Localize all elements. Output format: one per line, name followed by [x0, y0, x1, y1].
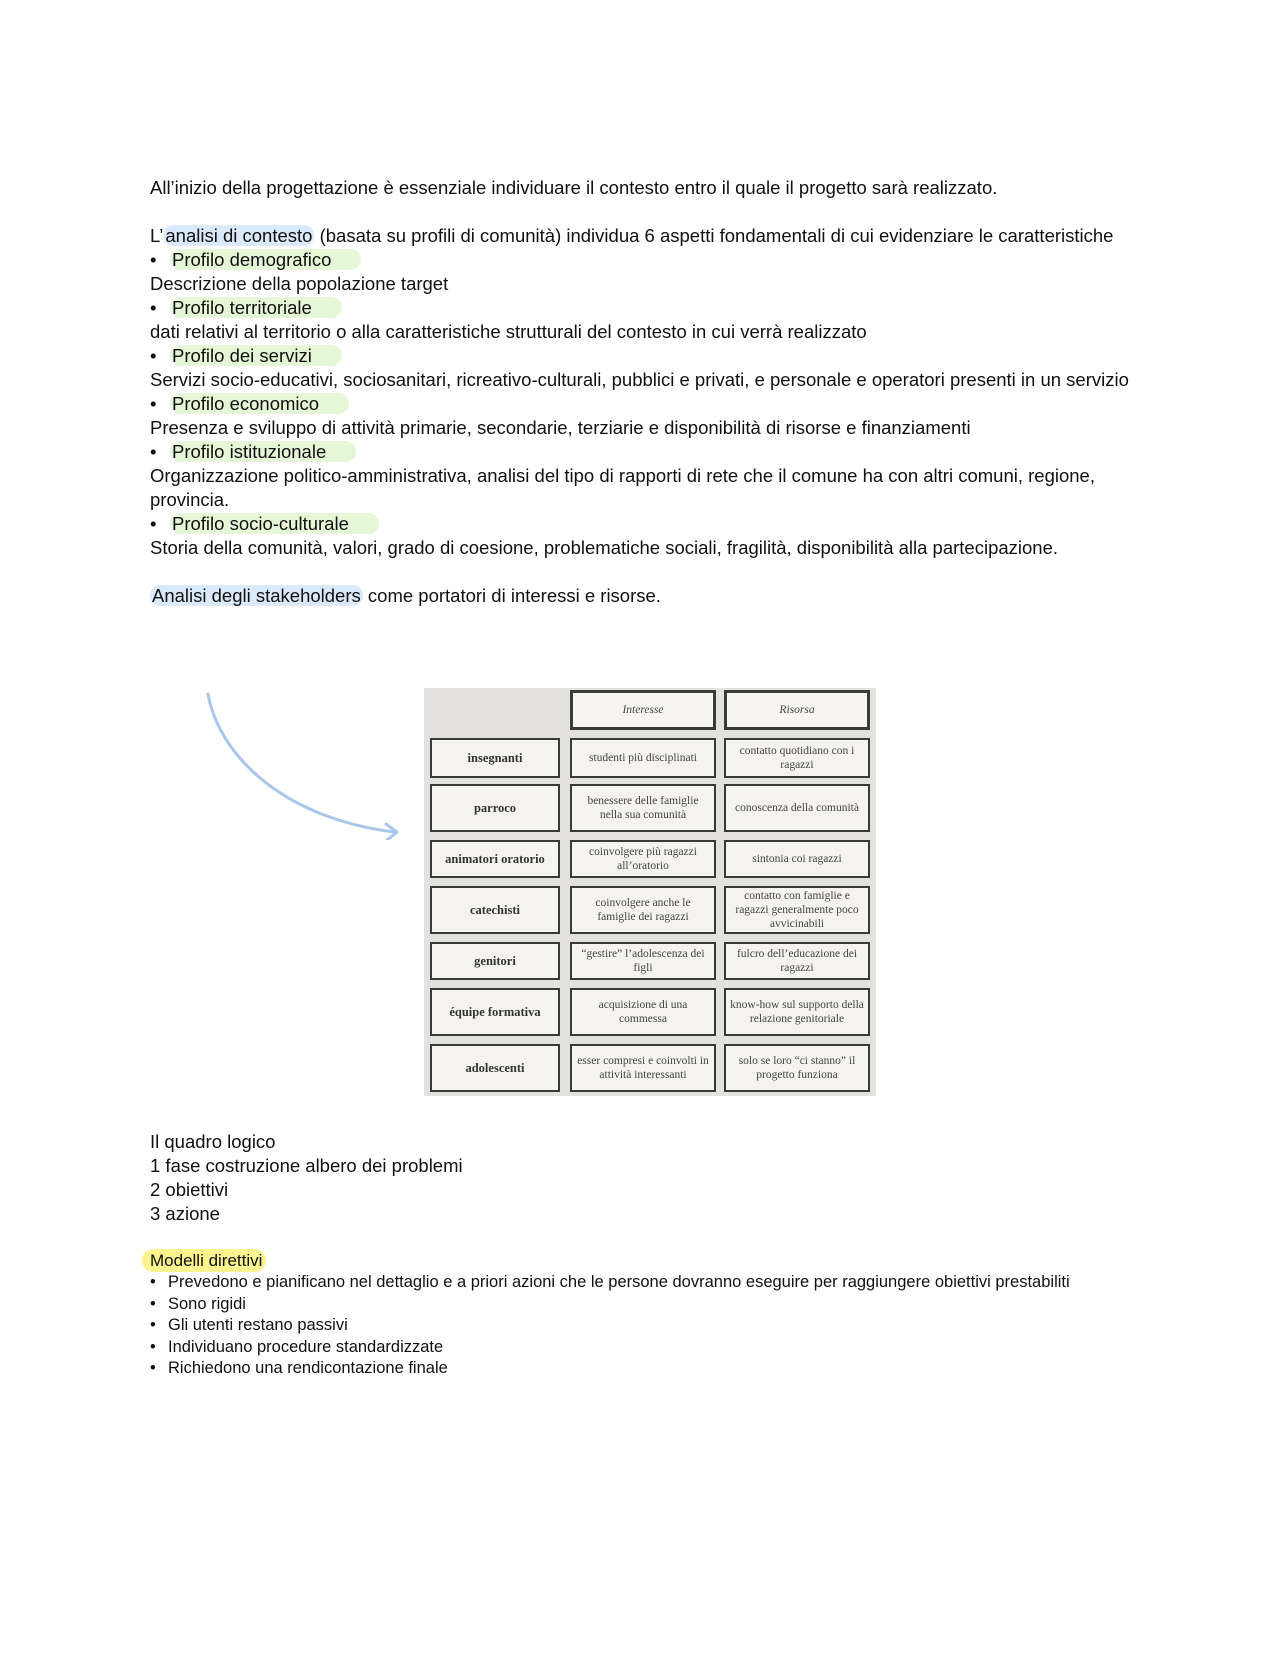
document-body — [150, 176, 1130, 608]
profile-title: • Profilo istituzionale — [150, 440, 1130, 464]
stakeholders-rest: come portatori di interessi e risorse. — [362, 585, 661, 606]
profile-title-text: Profilo demografico — [170, 249, 361, 270]
profile-title-text: Profilo istituzionale — [170, 441, 356, 462]
stakeholders-paragraph — [150, 584, 1130, 608]
logic-step: 2 obiettivi — [150, 1179, 229, 1200]
table-row-name: animatori oratorio — [430, 840, 560, 878]
table-row-interest: studenti più disciplinati — [570, 738, 716, 778]
table-row-name: parroco — [430, 784, 560, 832]
profile-title: • Profilo demografico — [150, 248, 1130, 272]
table-row-interest: esser compresi e coinvolti in attività interessanti — [570, 1044, 716, 1092]
table-row-resource: solo se loro “ci stanno” il progetto funziona — [724, 1044, 870, 1092]
profile-title-text: Profilo economico — [170, 393, 349, 414]
list-item: • Individuano procedure standardizzate — [150, 1337, 1130, 1359]
table-header-resource: Risorsa — [724, 690, 870, 730]
profile-title: • Profilo territoriale — [150, 296, 1130, 320]
analysis-term: analisi di contesto — [165, 225, 313, 246]
stakeholder-table-image — [424, 688, 876, 1096]
intro-paragraph: All’inizio della progettazione è essenziale individuare il contesto entro il quale il progetto sarà realizzato. — [150, 177, 998, 198]
table-row-interest: acquisizione di una commessa — [570, 988, 716, 1036]
table-header-interest: Interesse — [570, 690, 716, 730]
profile-title-text: Profilo territoriale — [170, 297, 342, 318]
list-item: • Gli utenti restano passivi — [150, 1315, 1130, 1337]
analysis-rest: (basata su profili di comunità) individua 6 aspetti fondamentali di cui evidenziare le caratteristiche — [314, 225, 1114, 246]
table-row-interest: coinvolgere anche le famiglie dei ragazzi — [570, 886, 716, 934]
list-item: • Prevedono e pianificano nel dettaglio e a priori azioni che le persone dovranno eseguire per raggiungere obiettivi prestabiliti — [150, 1272, 1130, 1294]
table-row-resource: contatto con famiglie e ragazzi generalmente poco avvicinabili — [724, 886, 870, 934]
profile-list — [150, 248, 1130, 560]
stakeholders-term: Analisi degli stakeholders — [152, 585, 361, 606]
table-row-interest: coinvolgere più ragazzi all’oratorio — [570, 840, 716, 878]
table-row-name: adolescenti — [430, 1044, 560, 1092]
table-row-resource: fulcro dell’educazione dei ragazzi — [724, 942, 870, 980]
logic-frame-section — [150, 1130, 1130, 1380]
profile-title-text: Profilo socio-culturale — [170, 513, 379, 534]
profile-title: • Profilo socio-culturale — [150, 512, 1130, 536]
profile-description: Organizzazione politico-amministrativa, analisi del tipo di rapporti di rete che il comune ha con altri comuni, regione, provincia. — [150, 465, 1095, 510]
context-analysis-paragraph — [150, 224, 1130, 248]
models-title: Modelli direttivi — [142, 1249, 266, 1272]
table-row-resource: contatto quotidiano con i ragazzi — [724, 738, 870, 778]
table-row-resource: sintonia coi ragazzi — [724, 840, 870, 878]
hand-drawn-arrow-icon — [200, 690, 410, 840]
models-list — [150, 1272, 1130, 1380]
list-item: • Richiedono una rendicontazione finale — [150, 1358, 1130, 1380]
models-heading — [150, 1250, 1130, 1272]
profile-description: Storia della comunità, valori, grado di coesione, problematiche sociali, fragilità, disponibilità alla partecipazione. — [150, 537, 1059, 558]
profile-description: Presenza e sviluppo di attività primarie, secondarie, terziarie e disponibilità di risorse e finanziamenti — [150, 417, 971, 438]
analysis-prefix: L’ — [150, 225, 164, 246]
profile-description: dati relativi al territorio o alla caratteristiche strutturali del contesto in cui verrà realizzato — [150, 321, 867, 342]
profile-title-text: Profilo dei servizi — [170, 345, 342, 366]
table-row-name: genitori — [430, 942, 560, 980]
table-row-resource: conoscenza della comunità — [724, 784, 870, 832]
table-row-name: catechisti — [430, 886, 560, 934]
table-row-resource: know-how sul supporto della relazione genitoriale — [724, 988, 870, 1036]
profile-title: • Profilo dei servizi — [150, 344, 1130, 368]
table-row-name: équipe formativa — [430, 988, 560, 1036]
logic-step: 3 azione — [150, 1203, 220, 1224]
table-row-interest: “gestire” l’adolescenza dei figli — [570, 942, 716, 980]
table-row-interest: benessere delle famiglie nella sua comunità — [570, 784, 716, 832]
profile-description: Descrizione della popolazione target — [150, 273, 449, 294]
table-row-name: insegnanti — [430, 738, 560, 778]
logic-step: 1 fase costruzione albero dei problemi — [150, 1155, 463, 1176]
logic-frame-title: Il quadro logico — [150, 1131, 276, 1152]
list-item: • Sono rigidi — [150, 1294, 1130, 1316]
profile-description: Servizi socio-educativi, sociosanitari, ricreativo-culturali, pubblici e privati, e personale e operatori presenti in un servizio — [150, 369, 1129, 390]
profile-title: • Profilo economico — [150, 392, 1130, 416]
